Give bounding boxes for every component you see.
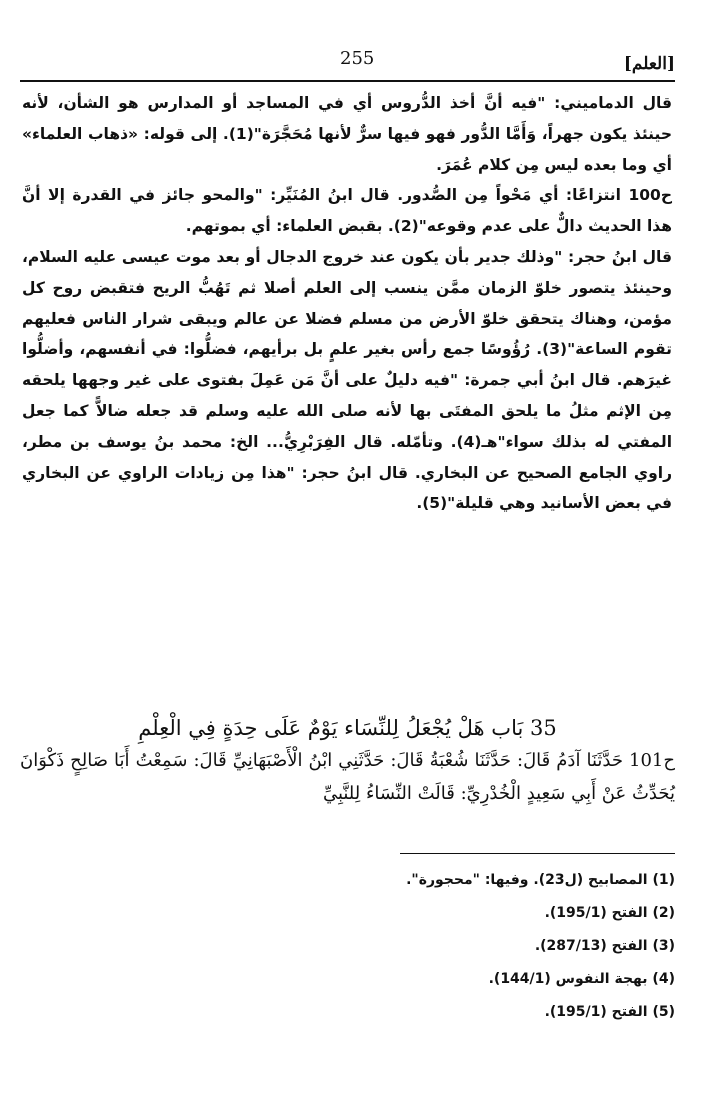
footnote: (4) بهجة النفوس (144/1).: [488, 971, 675, 987]
running-head: [العلم]: [623, 54, 675, 74]
footnote: (5) الفتح (195/1).: [544, 1004, 675, 1020]
paragraph: قال ابنُ حجر: "وذلك جدير بأن يكون عند خروج الدجال أو بعد موت عيسى عليه السلام، وحينئذ يتصور خلوّ الزمان ممَّن ينسب إلى العلم أصلا ثم تَهُبُّ الريح فتقبض روح كل مؤمن، وهناك يتحقق خلوّ الأرض من مسلم فضلا عن عالم ويبقى شرار الناس فعليهم تقوم الساعة"(3). رُؤُوسًا جمع رأس بغير علمٍ بل برأيهم، فضلُّوا: في أنفسهم، وأضلُّوا غيرَهم. قال ابنُ أبي جمرة: "فيه دليلٌ على أنَّ مَن عَمِلَ بفتوى على غير وجهها يلحقه مِن الإثم مثلُ ما يلحق المفتَى بها لأنه صلى الله عليه وسلم قد جعله ضالاًّ كما جعل المفتي له بذلك سواء"هـ(4). وتأمّله. قال الفِرَبْرِيُّ... الخ: محمد بنُ يوسف بن مطر، راوي الجامع الصحيح عن البخاري. قال ابنُ حجر: "هذا مِن زيادات الراوي عن البخاري في بعض الأسانيد وهي قليلة"(5).: [22, 247, 673, 513]
page-number: 255: [340, 48, 375, 69]
chapter-title: 35 بَاب هَلْ يُجْعَلُ لِلنِّسَاء يَوْمٌ عَلَى حِدَةٍ فِي الْعِلْمِ: [138, 716, 557, 740]
paragraph: قال الدماميني: "فيه أنَّ أخذ الدُّروس أي في المساجد أو المدارس هو الشأن، لأنه حينئذ يكون جهراً، وَأَمَّا الدُّور فهو فيها سرٌّ لأنها مُحَجَّرَة"(1). إلى قوله: «ذهاب العلماء» أي وما بعده ليس مِن كلام عُمَرَ.: [22, 94, 673, 174]
header-rule: [20, 80, 675, 82]
page-header: [20, 40, 675, 80]
commentary-body: [22, 88, 672, 519]
footnote-rule: [400, 853, 675, 854]
footnote: (2) الفتح (195/1).: [544, 905, 675, 921]
footnote: (1) المصابيح (ل23). وفيها: "محجورة".: [406, 872, 675, 888]
hadith-text: ح101 حَدَّثَنَا آدَمُ قَالَ: حَدَّثَنَا شُعْبَةُ قَالَ: حَدَّثَنِي ابْنُ الْأَصْبَهَانِيِّ قَالَ: سَمِعْتُ أَبَا صَالِحٍ ذَكْوَانَ يُحَدِّثُ عَنْ أَبِي سَعِيدٍ الْخُدْرِيِّ: قَالَتْ النِّسَاءُ لِلنَّبِيِّ: [20, 750, 675, 804]
footnote: (3) الفتح (287/13).: [534, 938, 675, 954]
footnotes: [20, 866, 675, 1031]
paragraph: ح100 انتزاعًا: أي مَحْواً مِن الصُّدور. قال ابنُ المُنَيِّر: "والمحو جائز في القدرة إلا أنَّ هذا الحديث دالٌّ على عدم وقوعه"(2). بقبض العلماء: أي بموتهم.: [22, 186, 672, 236]
